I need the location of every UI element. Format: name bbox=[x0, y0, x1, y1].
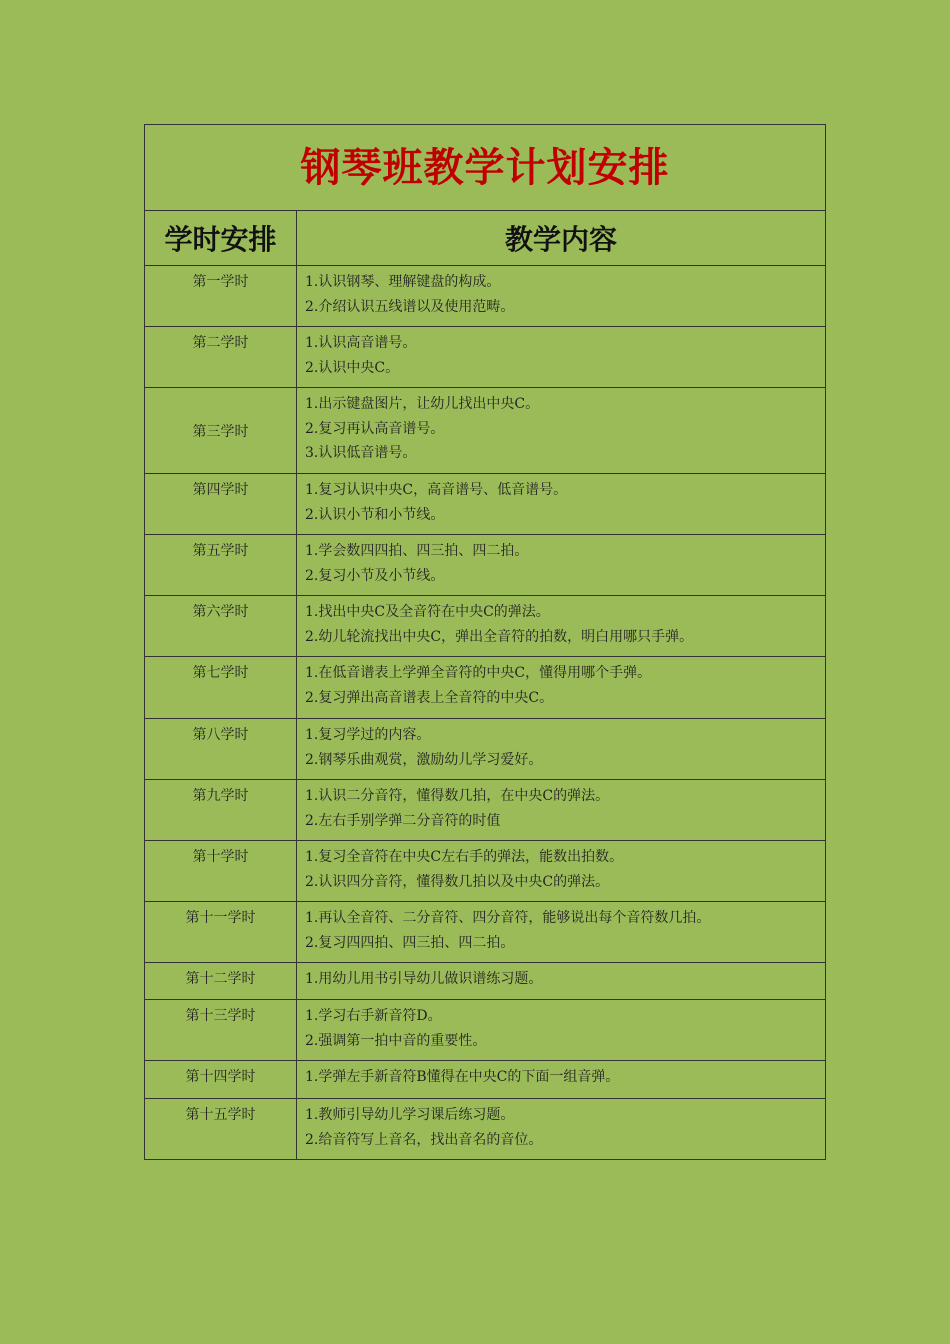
period-label: 第十三学时 bbox=[185, 1008, 256, 1024]
period-label: 第六学时 bbox=[192, 604, 249, 620]
content-cell bbox=[297, 841, 826, 902]
period-label: 第十四学时 bbox=[185, 1069, 256, 1085]
period-cell bbox=[145, 902, 297, 963]
content-line: 1.学习右手新音符D。 bbox=[305, 1008, 442, 1024]
table-row bbox=[145, 1000, 826, 1061]
table-body bbox=[145, 125, 826, 1160]
period-label: 第七学时 bbox=[192, 665, 249, 681]
content-line: 1.再认全音符、二分音符、四分音符，能够说出每个音符数几拍。 bbox=[305, 910, 711, 926]
period-cell bbox=[145, 780, 297, 841]
content-cell bbox=[297, 963, 826, 1000]
content-line: 2.幼儿轮流找出中央C，弹出全音符的拍数，明白用哪只手弹。 bbox=[305, 628, 694, 645]
content-line: 2.认识小节和小节线。 bbox=[305, 506, 445, 523]
content-line: 1.在低音谱表上学弹全音符的中央C，懂得用哪个手弹。 bbox=[305, 665, 652, 681]
content-line: 2.左右手别学弹二分音符的时值 bbox=[305, 812, 501, 829]
period-cell bbox=[145, 1000, 297, 1061]
period-label: 第八学时 bbox=[192, 727, 249, 743]
content-line: 1.认识高音谱号。 bbox=[305, 335, 417, 351]
table-row bbox=[145, 963, 826, 1000]
period-label: 第二学时 bbox=[192, 335, 249, 351]
content-cell bbox=[297, 902, 826, 963]
table-row bbox=[145, 1061, 826, 1099]
title-row bbox=[145, 125, 826, 211]
column-header-period: 学时安排 bbox=[145, 211, 297, 266]
content-line: 1.复习全音符在中央C左右手的弹法，能数出拍数。 bbox=[305, 849, 624, 865]
content-cell bbox=[297, 1061, 826, 1099]
table-row bbox=[145, 841, 826, 902]
period-cell bbox=[145, 535, 297, 596]
period-cell bbox=[145, 388, 297, 474]
period-cell bbox=[145, 719, 297, 780]
table-row bbox=[145, 1099, 826, 1160]
content-line: 2.介绍认识五线谱以及使用范畴。 bbox=[305, 298, 515, 315]
content-line: 1.学弹左手新音符B懂得在中央C的下面一组音弹。 bbox=[305, 1069, 620, 1085]
table-row bbox=[145, 266, 826, 327]
period-label: 第十学时 bbox=[192, 849, 249, 865]
table-row bbox=[145, 596, 826, 657]
content-cell bbox=[297, 388, 826, 474]
content-cell bbox=[297, 327, 826, 388]
period-cell bbox=[145, 841, 297, 902]
content-line: 1.学会数四四拍、四三拍、四二拍。 bbox=[305, 543, 529, 559]
table-row bbox=[145, 719, 826, 780]
period-cell bbox=[145, 327, 297, 388]
content-line: 1.出示键盘图片，让幼儿找出中央C。 bbox=[305, 396, 540, 412]
content-line: 3.认识低音谱号。 bbox=[305, 445, 417, 461]
period-cell bbox=[145, 474, 297, 535]
content-line: 2.给音符写上音名，找出音名的音位。 bbox=[305, 1131, 543, 1148]
content-cell bbox=[297, 719, 826, 780]
content-cell bbox=[297, 596, 826, 657]
period-cell bbox=[145, 963, 297, 1000]
table-row bbox=[145, 535, 826, 596]
period-cell bbox=[145, 596, 297, 657]
period-label: 第四学时 bbox=[192, 482, 249, 498]
page-title: 钢琴班教学计划安排 bbox=[300, 144, 670, 191]
period-cell bbox=[145, 657, 297, 719]
period-cell bbox=[145, 266, 297, 327]
table-row bbox=[145, 388, 826, 474]
table-row bbox=[145, 902, 826, 963]
content-cell bbox=[297, 474, 826, 535]
content-line: 1.复习认识中央C，高音谱号、低音谱号。 bbox=[305, 482, 568, 498]
period-label: 第十五学时 bbox=[185, 1107, 256, 1123]
period-label: 第十二学时 bbox=[185, 971, 256, 987]
content-line: 1.教师引导幼儿学习课后练习题。 bbox=[305, 1107, 515, 1123]
period-label: 第十一学时 bbox=[185, 910, 256, 926]
header-row bbox=[145, 211, 826, 266]
content-line: 2.复习小节及小节线。 bbox=[305, 567, 445, 584]
content-line: 2.复习弹出高音谱表上全音符的中央C。 bbox=[305, 689, 554, 706]
content-line: 1.认识二分音符，懂得数几拍，在中央C的弹法。 bbox=[305, 788, 610, 804]
content-cell bbox=[297, 1099, 826, 1160]
period-label: 第五学时 bbox=[192, 543, 249, 559]
column-header-content: 教学内容 bbox=[297, 211, 826, 266]
content-cell bbox=[297, 266, 826, 327]
table-row bbox=[145, 780, 826, 841]
content-cell bbox=[297, 780, 826, 841]
period-label: 第一学时 bbox=[192, 274, 249, 290]
title-cell bbox=[145, 125, 826, 211]
content-line: 1.复习学过的内容。 bbox=[305, 727, 431, 743]
lesson-plan-table bbox=[144, 124, 826, 1160]
content-cell bbox=[297, 1000, 826, 1061]
period-cell bbox=[145, 1099, 297, 1160]
content-line: 1.用幼儿用书引导幼儿做识谱练习题。 bbox=[305, 971, 543, 987]
content-cell bbox=[297, 657, 826, 719]
table-row bbox=[145, 657, 826, 719]
content-line: 2.复习再认高音谱号。 bbox=[305, 420, 445, 437]
content-line: 2.钢琴乐曲观赏，激励幼儿学习爱好。 bbox=[305, 751, 543, 768]
content-line: 2.强调第一拍中音的重要性。 bbox=[305, 1032, 487, 1049]
content-line: 1.找出中央C及全音符在中央C的弹法。 bbox=[305, 604, 550, 620]
period-label: 第九学时 bbox=[192, 788, 249, 804]
table-row bbox=[145, 474, 826, 535]
period-label: 第三学时 bbox=[192, 424, 249, 441]
content-line: 2.复习四四拍、四三拍、四二拍。 bbox=[305, 934, 515, 951]
content-line: 2.认识四分音符，懂得数几拍以及中央C的弹法。 bbox=[305, 873, 610, 890]
content-line: 1.认识钢琴、理解键盘的构成。 bbox=[305, 274, 501, 290]
content-line: 2.认识中央C。 bbox=[305, 359, 400, 376]
table-row bbox=[145, 327, 826, 388]
period-cell bbox=[145, 1061, 297, 1099]
content-cell bbox=[297, 535, 826, 596]
